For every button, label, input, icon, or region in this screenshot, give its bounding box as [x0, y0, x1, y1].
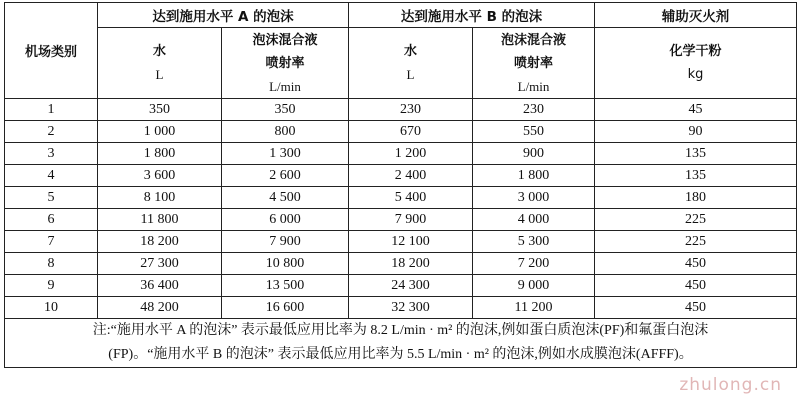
cell-water-a: 8 100 [98, 187, 222, 209]
cell-category: 4 [5, 165, 98, 187]
table-row [5, 231, 797, 253]
header-group-aux: 辅助灭火剂 [595, 3, 797, 28]
cell-water-b: 670 [349, 121, 473, 143]
cell-water-b: 12 100 [349, 231, 473, 253]
cell-water-a: 11 800 [98, 209, 222, 231]
cell-rate-a: 2 600 [222, 165, 349, 187]
header-rate-b-label1: 泡沫混合液 [501, 32, 567, 48]
cell-rate-b: 7 200 [473, 253, 595, 275]
note-cell [5, 319, 797, 368]
cell-rate-b: 1 800 [473, 165, 595, 187]
cell-rate-b: 900 [473, 143, 595, 165]
cell-water-a: 48 200 [98, 297, 222, 319]
cell-water-a: 27 300 [98, 253, 222, 275]
watermark: zhulong.cn [679, 375, 782, 395]
cell-water-b: 24 300 [349, 275, 473, 297]
note-line-2: (FP)。“施用水平 B 的泡沫” 表示最低应用比率为 5.5 L/min · m² 的泡沫,例如水成膜泡沫(AFFF)。 [108, 347, 693, 362]
cell-rate-a: 4 500 [222, 187, 349, 209]
header-rate-b-unit: L/min [517, 78, 550, 94]
cell-water-a: 1 000 [98, 121, 222, 143]
cell-rate-a: 6 000 [222, 209, 349, 231]
cell-powder: 450 [595, 275, 797, 297]
cell-category: 10 [5, 297, 98, 319]
cell-rate-b: 9 000 [473, 275, 595, 297]
header-water-b-label: 水 [404, 44, 418, 59]
cell-category: 6 [5, 209, 98, 231]
cell-water-b: 32 300 [349, 297, 473, 319]
header-group-b: 达到施用水平 B 的泡沫 [349, 3, 595, 28]
header-rate-a [222, 28, 349, 99]
cell-rate-a: 13 500 [222, 275, 349, 297]
header-category: 机场类别 [5, 3, 98, 99]
table-row [5, 99, 797, 121]
cell-water-b: 230 [349, 99, 473, 121]
cell-category: 1 [5, 99, 98, 121]
cell-category: 9 [5, 275, 98, 297]
cell-rate-a: 1 300 [222, 143, 349, 165]
header-water-a [98, 28, 222, 99]
cell-water-a: 350 [98, 99, 222, 121]
cell-powder: 450 [595, 297, 797, 319]
cell-rate-a: 7 900 [222, 231, 349, 253]
table-row [5, 209, 797, 231]
table-row [5, 297, 797, 319]
cell-category: 3 [5, 143, 98, 165]
cell-rate-b: 4 000 [473, 209, 595, 231]
cell-rate-b: 550 [473, 121, 595, 143]
table-row [5, 187, 797, 209]
cell-rate-a: 10 800 [222, 253, 349, 275]
header-rate-a-unit: L/min [269, 78, 301, 94]
header-powder-unit: kg [687, 67, 704, 82]
fire-agent-table-frame [4, 2, 796, 402]
header-rate-a-label1: 泡沫混合液 [252, 32, 318, 48]
cell-water-b: 2 400 [349, 165, 473, 187]
cell-category: 7 [5, 231, 98, 253]
cell-powder: 225 [595, 209, 797, 231]
header-rate-b-label2: 喷射率 [514, 55, 554, 71]
header-water-a-label: 水 [152, 44, 166, 59]
cell-powder: 135 [595, 143, 797, 165]
fire-agent-table [4, 2, 797, 368]
header-water-b-unit: L [406, 67, 415, 82]
cell-water-b: 18 200 [349, 253, 473, 275]
header-group-a: 达到施用水平 A 的泡沫 [98, 3, 349, 28]
cell-rate-b: 230 [473, 99, 595, 121]
header-water-a-unit: L [155, 67, 164, 82]
note-row [5, 319, 797, 368]
table-row [5, 253, 797, 275]
header-row-groups [5, 3, 797, 28]
cell-rate-b: 3 000 [473, 187, 595, 209]
table-row [5, 165, 797, 187]
cell-water-b: 7 900 [349, 209, 473, 231]
table-row [5, 143, 797, 165]
header-row-sub [5, 28, 797, 99]
cell-water-b: 1 200 [349, 143, 473, 165]
cell-powder: 135 [595, 165, 797, 187]
header-water-b [349, 28, 473, 99]
cell-rate-b: 5 300 [473, 231, 595, 253]
cell-category: 5 [5, 187, 98, 209]
cell-rate-b: 11 200 [473, 297, 595, 319]
cell-water-a: 36 400 [98, 275, 222, 297]
cell-water-a: 18 200 [98, 231, 222, 253]
cell-water-b: 5 400 [349, 187, 473, 209]
header-rate-b [473, 28, 595, 99]
table-row [5, 275, 797, 297]
cell-powder: 180 [595, 187, 797, 209]
cell-water-a: 1 800 [98, 143, 222, 165]
note-line-1: 注:“施用水平 A 的泡沫” 表示最低应用比率为 8.2 L/min · m² 的泡沫,例如蛋白质泡沫(PF)和氟蛋白泡沫 [92, 323, 709, 338]
header-powder [595, 28, 797, 99]
cell-powder: 45 [595, 99, 797, 121]
cell-powder: 90 [595, 121, 797, 143]
cell-category: 8 [5, 253, 98, 275]
cell-rate-a: 350 [222, 99, 349, 121]
cell-powder: 450 [595, 253, 797, 275]
table-row [5, 121, 797, 143]
table-body [5, 99, 797, 319]
header-powder-label: 化学干粉 [669, 44, 722, 59]
cell-water-a: 3 600 [98, 165, 222, 187]
cell-powder: 225 [595, 231, 797, 253]
cell-rate-a: 800 [222, 121, 349, 143]
cell-rate-a: 16 600 [222, 297, 349, 319]
header-rate-a-label2: 喷射率 [265, 55, 305, 71]
cell-category: 2 [5, 121, 98, 143]
